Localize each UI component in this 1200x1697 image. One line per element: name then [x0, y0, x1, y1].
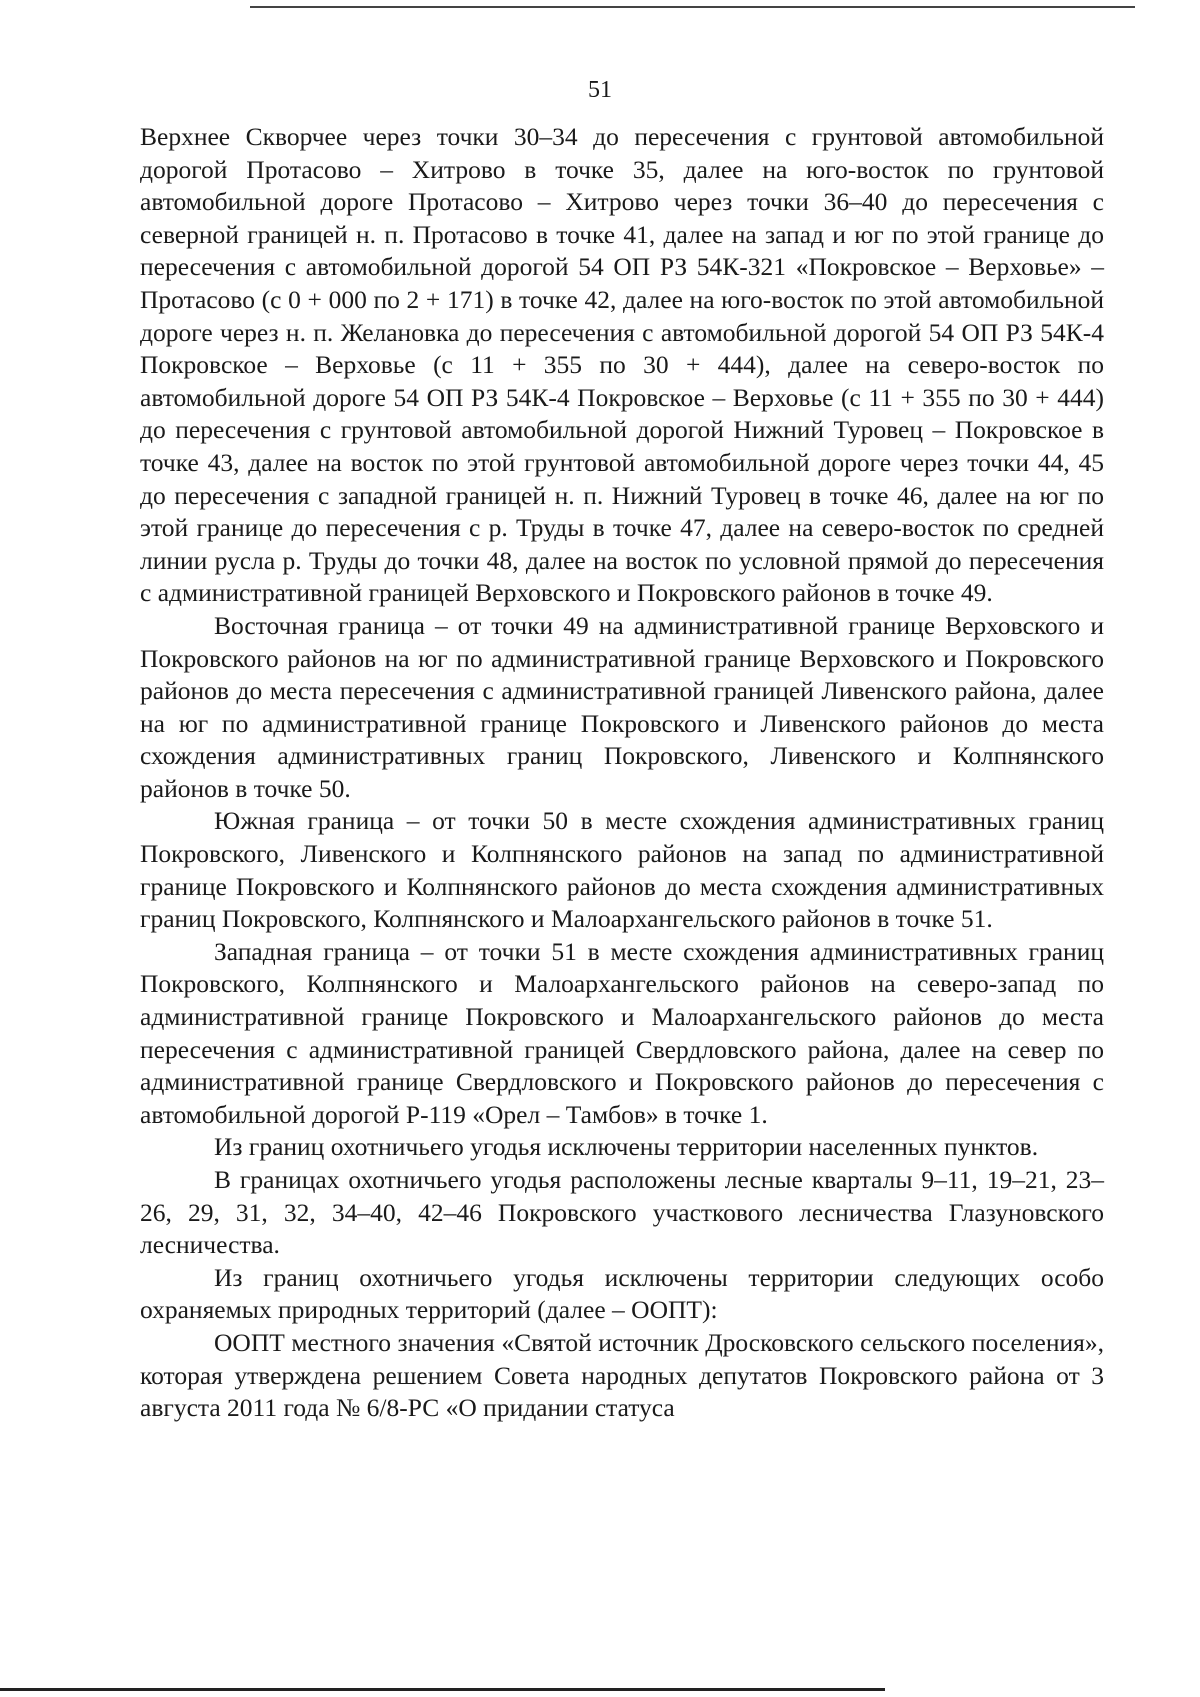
paragraph-settlements-excluded: Из границ охотничьего угодья исключены территории населенных пунктов.	[214, 1132, 1039, 1162]
paragraph-oopt-spring: ООПТ местного значения «Святой источник Дросковского сельского поселения», которая утверждена решением Совета народных депутатов Покровского района от 3 августа 2011 года № 6/8-РС «О придании статуса	[140, 1327, 1104, 1423]
paragraph-southern-border: Южная граница – от точки 50 в месте схождения административных границ Покровского, Ливенского и Колпнянского районов на запад по административной границе Покровского и Колпнянского районов до места схождения административных границ Покровского, Колпнянского и Малоархангельского районов в точке 51.	[140, 806, 1104, 934]
page-number: 51	[588, 77, 612, 103]
paragraph-western-border: Западная граница – от точки 51 в месте схождения административных границ Покровского, Колпнянского и Малоархангельского районов на северо-запад по административной границе Покровского и Малоархангельского районов до места пересечения с административной границей Свердловского района, далее на север по административной границе Свердловского и Покровского районов до пересечения с автомобильной дорогой Р-119 «Орел – Тамбов» в точке 1.	[140, 936, 1104, 1129]
paragraph-protected-areas-excluded: Из границ охотничьего угодья исключены территории следующих особо охраняемых природных территорий (далее – ООПТ):	[140, 1262, 1104, 1325]
paragraph-forest-quarters: В границах охотничьего угодья расположены лесные кварталы 9–11, 19–21, 23–26, 29, 31, 32, 34–40, 42–46 Покровского участкового лесничества Глазуновского лесничества.	[140, 1165, 1104, 1260]
document-body	[140, 121, 1104, 1425]
paragraph-eastern-border: Восточная граница – от точки 49 на административной границе Верховского и Покровского районов на юг по административной границе Верховского и Покровского районов до места пересечения с административной границей Ливенского района, далее на юг по административной границе Покровского и Ливенского районов до места схождения административных границ Покровского, Ливенского и Колпнянского районов в точке 50.	[140, 610, 1104, 803]
bottom-scan-rule	[0, 1688, 885, 1691]
paragraph-northern-continuation: Верхнее Скворчее через точки 30–34 до пересечения с грунтовой автомобильной дорогой Протасово – Хитрово в точке 35, далее на юго-восток по грунтовой автомобильной дороге Протасово – Хитрово через точки 36–40 до пересечения с северной границей н. п. Протасово в точке 41, далее на запад и юг по этой границе до пересечения с автомобильной дорогой 54 ОП РЗ 54К-321 «Покровское – Верховье» – Протасово (с 0 + 000 по 2 + 171) в точке 42, далее на юго-восток по этой автомобильной дороге через н. п. Желановка до пересечения с автомобильной дорогой 54 ОП РЗ 54К-4 Покровское – Верховье (с 11 + 355 по 30 + 444), далее на северо-восток по автомобильной дороге 54 ОП РЗ 54К-4 Покровское – Верховье (с 11 + 355 по 30 + 444) до пересечения с грунтовой автомобильной дорогой Нижний Туровец – Покровское в точке 43, далее на восток по этой грунтовой автомобильной дороге через точки 44, 45 до пересечения с западной границей н. п. Нижний Туровец в точке 46, далее на юг по этой границе до пересечения с р. Труды в точке 47, далее на северо-восток по средней линии русла р. Труды до точки 48, далее на восток по условной прямой до пересечения с административной границей Верховского и Покровского районов в точке 49.	[140, 122, 1104, 608]
top-scan-rule	[250, 6, 1135, 8]
